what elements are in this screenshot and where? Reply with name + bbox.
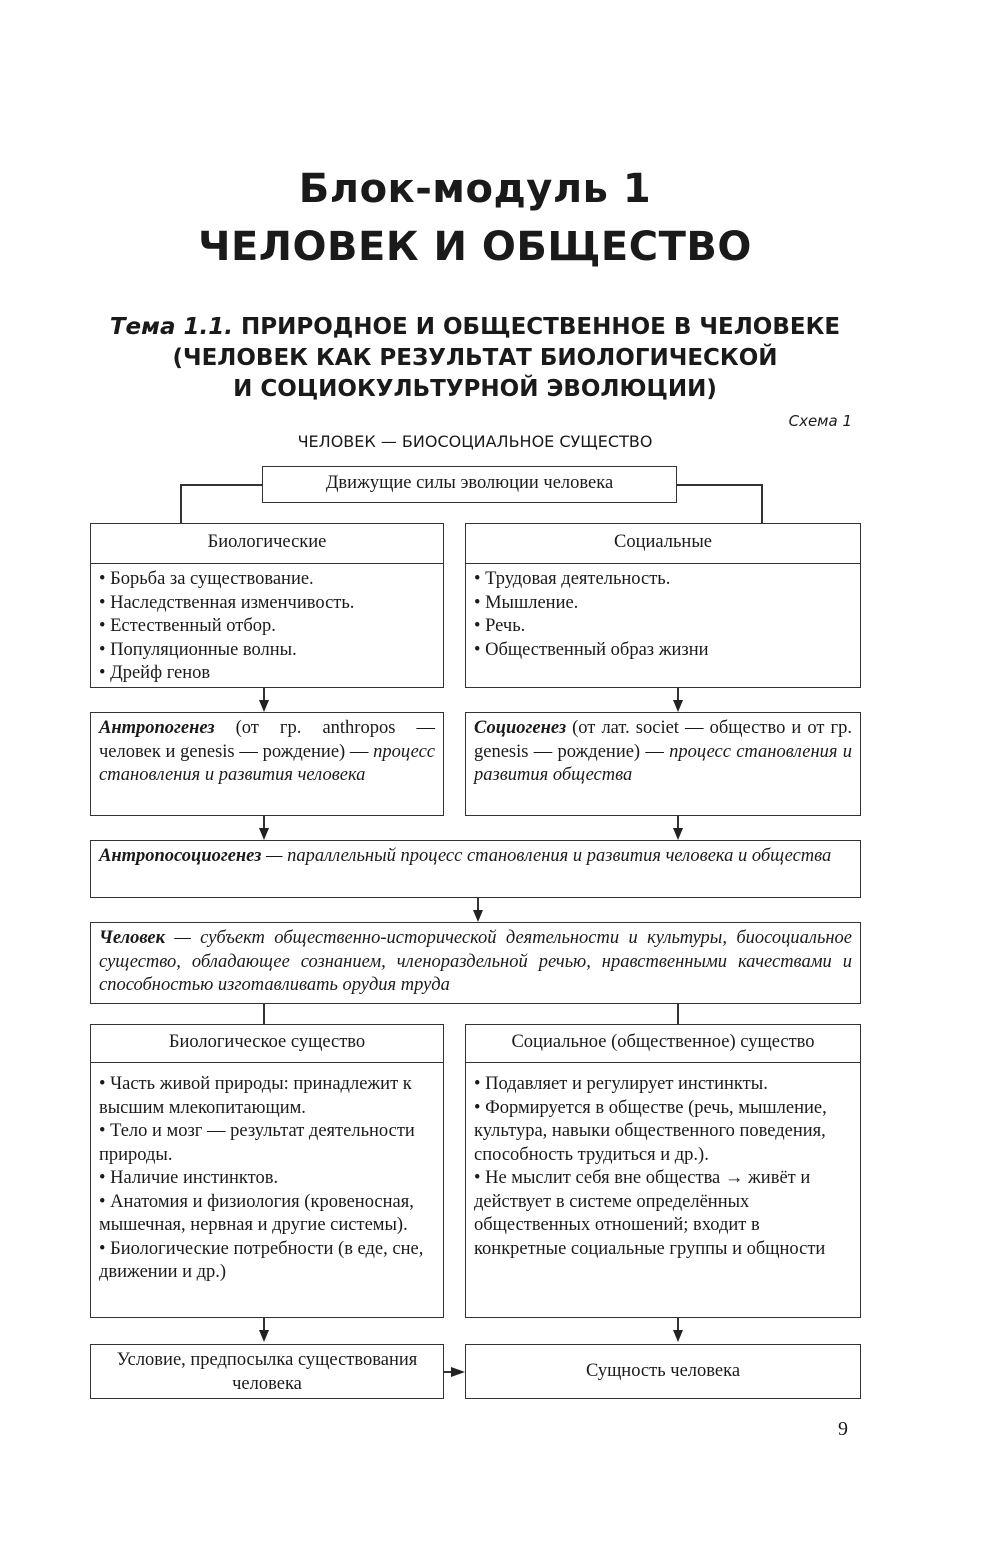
scheme-label: Схема 1 — [788, 412, 852, 430]
term: Антропогенез — [99, 718, 215, 738]
definition: процесс становления и развития человека — [99, 741, 435, 785]
block-title: Блок-модуль 1 — [298, 166, 652, 212]
arrow-down-icon — [259, 828, 269, 840]
arrow-down-icon — [259, 700, 269, 712]
social-being-title: Социальное (общественное) существо — [465, 1024, 861, 1063]
list-item: • Борьба за существование. — [99, 569, 314, 589]
term: Человек — [99, 928, 165, 948]
biological-title: Биологические — [90, 523, 444, 564]
arrow-down-icon — [673, 828, 683, 840]
etymology: (от гр. anthropos — человек и genesis — рождение) — — [99, 718, 435, 762]
term: Антропосоциогенез — [99, 846, 262, 866]
list-item: • Биологические потребности (в еде, сне, движении и др.) — [99, 1238, 424, 1282]
biological-list — [90, 563, 444, 688]
definition: — субъект общественно-исторической деятельности и культуры, биосоциальное существо, обладающее сознанием, членораздельной речью, нравственными качествами и способностью изготавливать орудия труда — [99, 928, 852, 995]
topic-line: (ЧЕЛОВЕК КАК РЕЗУЛЬТАТ БИОЛОГИЧЕСКОЙ — [172, 345, 778, 371]
social-title: Социальные — [465, 523, 861, 564]
condition-box: Условие, предпосылка существования человека — [90, 1344, 444, 1399]
list-item: • Общественный образ жизни — [474, 639, 709, 660]
term: Социогенез — [474, 718, 567, 738]
topic-line: И СОЦИОКУЛЬТУРНОЙ ЭВОЛЮЦИИ) — [233, 376, 717, 402]
essence-box: Сущность человека — [465, 1344, 861, 1399]
topic-title — [0, 312, 950, 405]
list-item: • Естественный отбор. — [99, 616, 276, 636]
list-item: • Часть живой природы: принадлежит к высшим млекопитающим. — [99, 1074, 412, 1118]
topic-prefix: Тема 1.1. — [109, 314, 233, 340]
list-item: • Трудовая деятельность. — [474, 569, 671, 589]
arrow-down-icon — [473, 910, 483, 922]
bio-being-title: Биологическое существо — [90, 1024, 444, 1063]
social-being-list — [465, 1062, 861, 1318]
anthropogenesis-box — [90, 712, 444, 816]
arrow-down-icon — [673, 700, 683, 712]
arrow-down-icon — [259, 1330, 269, 1342]
list-item: • Тело и мозг — результат деятельности природы. — [99, 1121, 415, 1165]
topic-line: ПРИРОДНОЕ И ОБЩЕСТВЕННОЕ В ЧЕЛОВЕКЕ — [232, 314, 841, 340]
arrow-down-icon — [673, 1330, 683, 1342]
anthroposociogenesis-box — [90, 840, 861, 898]
social-list — [465, 563, 861, 688]
root-node: Движущие силы эволюции человека — [262, 466, 677, 503]
list-item: • Дрейф генов — [99, 663, 211, 683]
definition: процесс становления и развития общества — [474, 741, 852, 785]
etymology: (от лат. societ — общество и от гр. genesis — рождение) — — [474, 718, 852, 762]
list-item: • Подавляет и регулирует инстинкты. — [474, 1074, 768, 1094]
scheme-title: ЧЕЛОВЕК — БИОСОЦИАЛЬНОЕ СУЩЕСТВО — [297, 432, 653, 451]
bio-being-list — [90, 1062, 444, 1318]
list-item: • Наследственная изменчивость. — [99, 592, 355, 613]
page-number: 9 — [838, 1418, 848, 1440]
list-item: • Анатомия и физиология (кровеносная, мышечная, нервная и другие системы). — [99, 1191, 414, 1235]
module-title: ЧЕЛОВЕК И ОБЩЕСТВО — [198, 224, 752, 270]
definition: — параллельный процесс становления и развития человека и общества — [261, 846, 832, 866]
list-item: • Мышление. — [474, 592, 579, 613]
list-item: • Популяционные волны. — [99, 639, 297, 660]
list-item: • Формируется в обществе (речь, мышление, культура, навыки общественного поведения, способность трудиться и др.). — [474, 1097, 827, 1165]
arrow-right-icon — [451, 1367, 465, 1377]
sociogenesis-box — [465, 712, 861, 816]
list-item: • Речь. — [474, 616, 526, 636]
human-definition-box — [90, 922, 861, 1004]
list-item: • Наличие инстинктов. — [99, 1168, 279, 1188]
list-item: • Не мыслит себя вне общества → живёт и действует в системе определённых общественных отношений; входит в конкретные социальные группы и общности — [474, 1168, 826, 1259]
